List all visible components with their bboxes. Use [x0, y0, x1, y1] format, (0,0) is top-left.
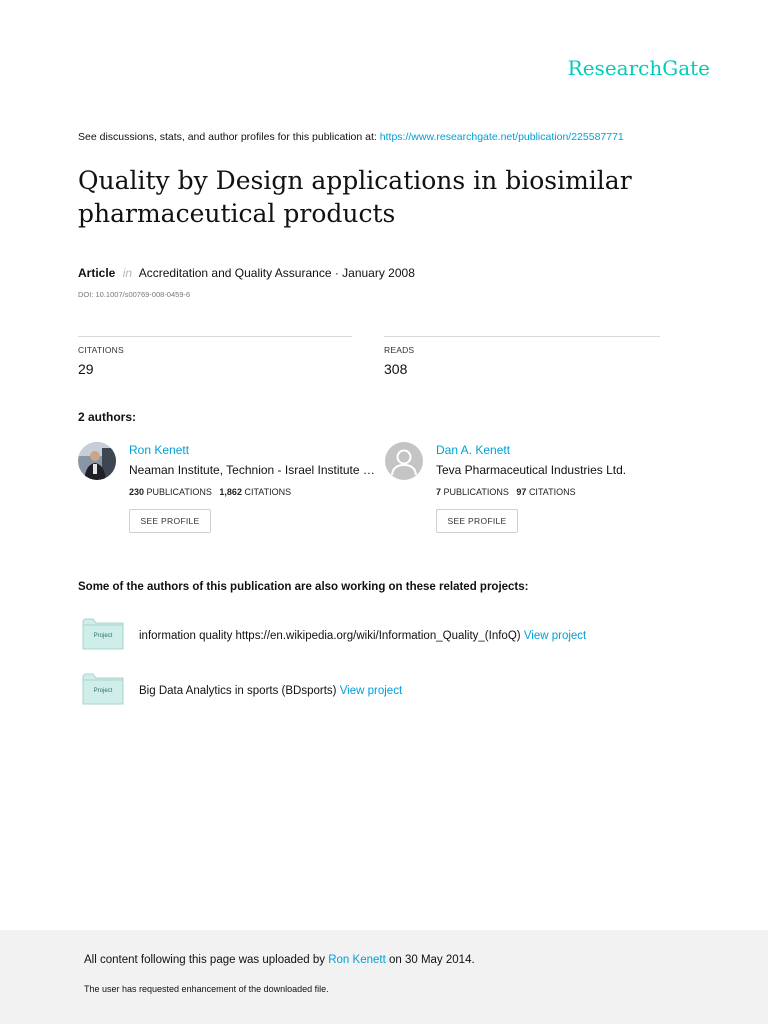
publication-type: Article: [78, 266, 116, 280]
reads-label: READS: [384, 345, 415, 355]
profiles-notice-text: See discussions, stats, and author profiles for this publication at:: [78, 131, 377, 143]
author-avatar-dan-kenett[interactable]: [385, 442, 423, 480]
uploader-link[interactable]: Ron Kenett: [328, 954, 386, 966]
see-profile-button[interactable]: SEE PROFILE: [129, 509, 211, 533]
author-citations-count: 97: [516, 487, 527, 497]
author-name-link[interactable]: Ron Kenett: [129, 443, 190, 457]
author-publications-count: 230: [129, 487, 145, 497]
researchgate-logo[interactable]: ResearchGate: [567, 56, 710, 80]
author-stats: [129, 487, 291, 497]
project-item: [139, 685, 402, 697]
project-folder-icon: [82, 673, 124, 705]
author-stats: [436, 487, 576, 497]
author-avatar-ron-kenett[interactable]: [78, 442, 116, 480]
project-icon-label: Project: [93, 633, 113, 639]
reads-divider: [384, 336, 660, 337]
publication-venue-date: Accreditation and Quality Assurance · January 2008: [138, 266, 415, 280]
related-projects-heading: Some of the authors of this publication are also working on these related projects:: [78, 581, 529, 593]
view-project-link[interactable]: View project: [339, 685, 403, 697]
citations-value: 29: [78, 361, 94, 377]
publication-meta: [78, 266, 415, 280]
upload-prefix: All content following this page was uploaded by: [84, 954, 326, 966]
author-citations-count: 1,862: [219, 487, 242, 497]
project-title: Big Data Analytics in sports (BDsports): [139, 685, 337, 697]
upload-notice: [84, 954, 475, 966]
view-project-link[interactable]: View project: [523, 630, 587, 642]
citations-divider: [78, 336, 352, 337]
project-icon-label: Project: [93, 688, 113, 694]
author-publications-label: PUBLICATIONS: [443, 487, 509, 497]
author-citations-label: CITATIONS: [244, 487, 292, 497]
enhancement-note: The user has requested enhancement of the downloaded file.: [84, 984, 329, 994]
author-publications-label: PUBLICATIONS: [146, 487, 212, 497]
author-name-link[interactable]: Dan A. Kenett: [436, 443, 511, 457]
upload-suffix: on 30 May 2014.: [388, 954, 475, 966]
project-title: information quality https://en.wikipedia.org/wiki/Information_Quality_(InfoQ): [139, 630, 521, 642]
author-institution: Teva Pharmaceutical Industries Ltd.: [436, 463, 627, 477]
project-folder-icon: [82, 618, 124, 650]
profiles-notice: [78, 131, 624, 143]
see-profile-button[interactable]: SEE PROFILE: [436, 509, 518, 533]
project-item: [139, 630, 586, 642]
citations-label: CITATIONS: [78, 345, 124, 355]
publication-url-link[interactable]: https://www.researchgate.net/publication/225587771: [379, 131, 624, 143]
author-photo-icon: [78, 442, 116, 480]
publication-title: Quality by Design applications in biosimilar pharmaceutical products: [78, 166, 632, 228]
author-citations-label: CITATIONS: [528, 487, 576, 497]
reads-value: 308: [384, 361, 408, 377]
author-publications-count: 7: [436, 487, 442, 497]
default-avatar-icon: [385, 442, 423, 480]
upload-footer: [0, 930, 768, 1024]
in-word: in: [122, 266, 133, 280]
authors-heading: 2 authors:: [78, 410, 137, 424]
author-institution: Neaman Institute, Technion - Israel Institute …: [129, 463, 375, 477]
publication-doi: DOI: 10.1007/s00769-008-0459-6: [78, 290, 191, 299]
